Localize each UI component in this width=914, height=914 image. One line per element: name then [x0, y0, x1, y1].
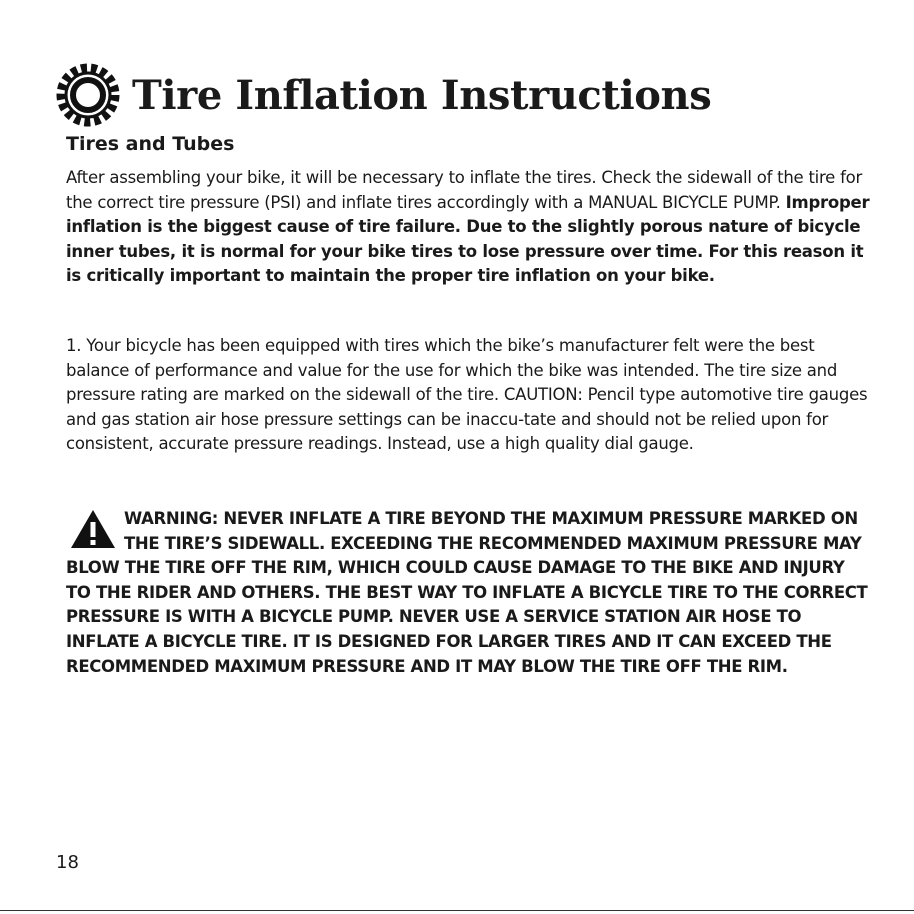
page-number: 18: [56, 852, 79, 873]
warning-text: WARNING: NEVER INFLATE A TIRE BEYOND THE MAXIMUM PRESSURE MARKED ON THE TIRE’S SIDEWALL. EXCEEDING THE RECOMMENDED MAXIMUM PRESSURE MAY BLOW THE TIRE OFF THE RIM, WHICH COULD CAUSE DAMAGE TO THE BIKE AND INJURY TO THE RIDER AND OTHERS. THE BEST WAY TO INFLATE A BICYCLE TIRE TO THE CORRECT PRESSURE IS WITH A BICYCLE PUMP. NEVER USE A SERVICE STATION AIR HOSE TO INFLATE A BICYCLE TIRE. IT IS DESIGNED FOR LARGER TIRES AND IT CAN EXCEED THE RECOMMENDED MAXIMUM PRESSURE AND IT MAY BLOW THE TIRE OFF THE RIM.: [66, 509, 868, 676]
step-1-paragraph: 1. Your bicycle has been equipped with tires which the bike’s manufacturer felt were the best balance of performance and value for the use for which the bike was intended. The tire size and pressure rating are marked on the sidewall of the tire. CAUTION: Pencil type automotive tire gauges and gas station air hose pressure settings can be inaccu-tate and should not be relied upon for consistent, accurate pressure readings. Instead, use a high quality dial gauge.: [66, 336, 868, 454]
intro-bold-text: Improper inflation is the biggest cause of tire failure. Due to the slightly porous nature of bicycle inner tubes, it is normal for your bike tires to lose pressure over time. For this reason it is critically important to maintain the proper tire inflation on your bike.: [66, 192, 870, 286]
bottom-rule: [0, 910, 914, 911]
warning-block: [66, 507, 874, 679]
section-heading: Tires and Tubes: [66, 133, 235, 155]
warning-triangle-icon: [68, 507, 118, 551]
intro-text: After assembling your bike, it will be necessary to inflate the tires. Check the sidewall of the tire for the correct tire pressure (PSI) and inflate tires accordingly with a MANUAL BICYCLE PUMP.: [66, 168, 863, 212]
intro-paragraph: [66, 166, 874, 289]
tire-icon: [54, 61, 122, 129]
page-title: Tire Inflation Instructions: [132, 71, 712, 119]
title-row: [54, 58, 711, 132]
